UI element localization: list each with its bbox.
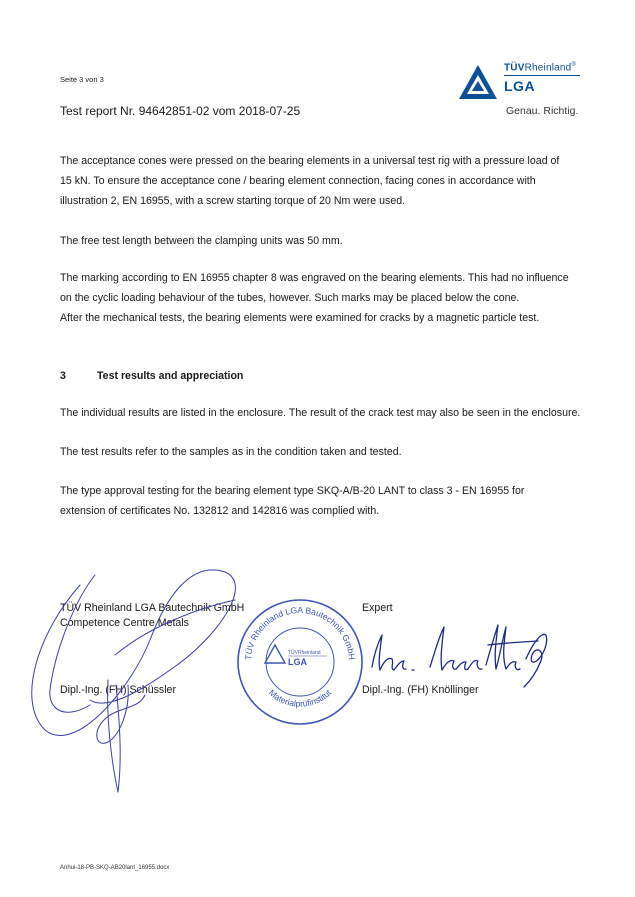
stamp-ring-top: TÜV Rheinland LGA Bautechnik GmbH [243, 605, 358, 661]
left-signer-name: Dipl.-Ing. (FH) Schüssler [60, 684, 176, 696]
paragraph-acceptance: The acceptance cones were pressed on the bearing elements in a universal test rig with a pressure load of 15 kN. To ensure the acceptance cone / bearing element connection, facing cones in accordance with illustration 2, EN 16955, with a screw starting torque of 20 Nm were used. [60, 155, 560, 207]
paragraph-test-length: The free test length between the clamping units was 50 mm. [60, 235, 343, 247]
logo-brand: TÜVRheinland® [504, 62, 577, 74]
company-name: TÜV Rheinland LGA Bautechnik GmbH [60, 602, 245, 614]
stamp-center-bottom: LGA [288, 657, 307, 667]
logo-lga: LGA [504, 78, 536, 94]
footer-filename: Anhui-18-PB-SKQ-AB20lant_16955.docx [60, 865, 170, 871]
report-title: Test report Nr. 94642851-02 vom 2018-07-25 [60, 104, 301, 118]
left-signature [20, 560, 250, 800]
right-signer-name: Dipl.-Ing. (FH) Knöllinger [362, 684, 479, 696]
stamp-center-top: TÜVRheinland [288, 650, 321, 656]
section-number: 3 [60, 370, 66, 382]
logo-rule [504, 75, 580, 76]
right-signature [360, 615, 560, 690]
paragraph-results: The individual results are listed in the enclosure. The result of the crack test may also be seen in the enclosure. [60, 407, 581, 419]
stamp-ring-bottom: Materialprüfinstitut [267, 687, 333, 709]
paragraph-marking: The marking according to EN 16955 chapter 8 was engraved on the bearing elements. This had no influence on the cyclic loading behaviour of the tubes, however. Such marks may be placed below the cone. After the mechanical tests, the bearing elements were examined for cracks by a magnetic particle test. [60, 272, 569, 324]
expert-label: Expert [362, 602, 393, 614]
tuv-triangle-icon [458, 64, 498, 100]
company-stamp [235, 597, 365, 727]
page-number: Seite 3 von 3 [60, 75, 104, 84]
paragraph-approval: The type approval testing for the bearing element type SKQ-A/B-20 LANT to class 3 - EN 16955 for extension of certificates No. 132812 and 142816 was complied with. [60, 485, 525, 517]
section-title: Test results and appreciation [97, 370, 244, 382]
department-name: Competence Centre Metals [60, 617, 189, 629]
stamp-triangle-icon [265, 645, 285, 663]
paragraph-conditions: The test results refer to the samples as in the condition taken and tested. [60, 446, 402, 458]
logo-tagline: Genau. Richtig. [506, 105, 579, 117]
tuv-logo [458, 62, 588, 122]
